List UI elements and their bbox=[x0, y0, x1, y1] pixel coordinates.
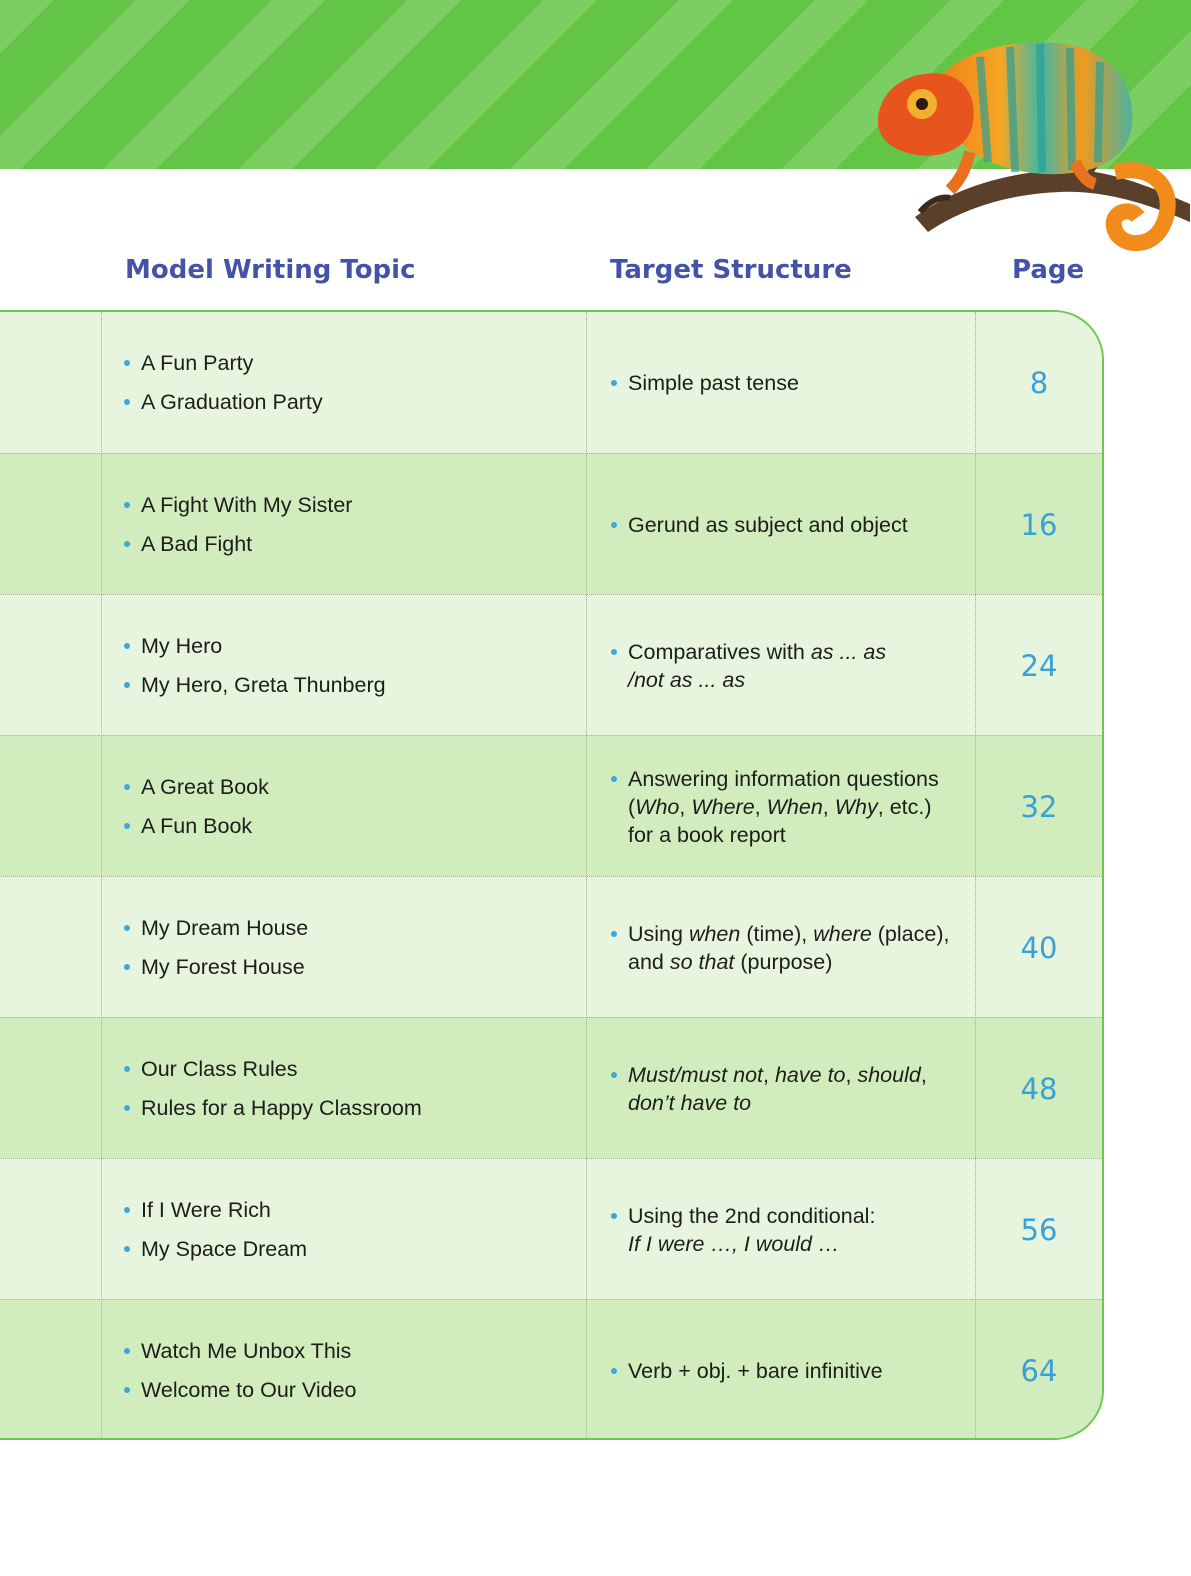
table-row bbox=[0, 1299, 1102, 1440]
structure-line bbox=[628, 1089, 968, 1117]
topic-text: My Dream House bbox=[141, 916, 309, 940]
topic-cell bbox=[121, 736, 571, 877]
structure-text: where bbox=[813, 921, 872, 946]
structure-item bbox=[608, 1202, 968, 1258]
structure-text: , bbox=[679, 794, 692, 819]
topic-item bbox=[121, 1337, 571, 1365]
structure-line bbox=[628, 1061, 968, 1089]
topic-item bbox=[121, 1235, 571, 1263]
bullet-icon bbox=[611, 1368, 617, 1374]
structure-cell bbox=[608, 877, 968, 1018]
structure-cell bbox=[608, 1018, 968, 1159]
page-cell bbox=[976, 595, 1102, 736]
structure-text: (place), bbox=[871, 921, 950, 946]
structure-text: when bbox=[688, 921, 741, 946]
topic-item bbox=[121, 491, 571, 519]
page-number: 40 bbox=[1020, 930, 1058, 965]
structure-text: (purpose) bbox=[734, 949, 833, 974]
table-row bbox=[0, 1158, 1102, 1300]
topic-text: My Forest House bbox=[141, 955, 305, 979]
page-number: 24 bbox=[1020, 648, 1058, 683]
structure-line bbox=[628, 1357, 968, 1385]
page-number: 8 bbox=[1029, 365, 1049, 400]
page-cell bbox=[976, 454, 1102, 595]
page-cell bbox=[976, 736, 1102, 877]
structure-text: and bbox=[628, 949, 670, 974]
structure-text: When bbox=[766, 794, 823, 819]
page-number: 64 bbox=[1020, 1353, 1058, 1388]
topic-cell bbox=[121, 312, 571, 453]
table-row bbox=[0, 735, 1102, 877]
structure-text: Using bbox=[628, 921, 689, 946]
topic-item bbox=[121, 1196, 571, 1224]
structure-cell bbox=[608, 312, 968, 453]
structure-text: Verb + obj. + bare infinitive bbox=[628, 1358, 883, 1383]
topic-text: My Space Dream bbox=[141, 1237, 308, 1261]
topic-item bbox=[121, 349, 571, 377]
structure-text: Must/must not bbox=[628, 1062, 764, 1087]
bullet-icon bbox=[124, 1348, 130, 1354]
structure-text: ( bbox=[628, 794, 636, 819]
page-number: 48 bbox=[1020, 1071, 1058, 1106]
topic-cell bbox=[121, 1018, 571, 1159]
structure-line bbox=[628, 1230, 968, 1258]
structure-item bbox=[608, 920, 968, 976]
structure-text: , bbox=[920, 1062, 927, 1087]
column-divider bbox=[586, 312, 587, 1438]
structure-cell bbox=[608, 595, 968, 736]
topic-item bbox=[121, 1376, 571, 1404]
table-row bbox=[0, 594, 1102, 736]
structure-line bbox=[628, 821, 968, 849]
structure-line bbox=[628, 920, 968, 948]
bullet-icon bbox=[124, 1207, 130, 1213]
structure-text: Who bbox=[635, 794, 680, 819]
topic-text: Watch Me Unbox This bbox=[141, 1339, 352, 1363]
page-cell bbox=[976, 312, 1102, 453]
page-number: 32 bbox=[1020, 789, 1058, 824]
structure-text: as ... as bbox=[810, 639, 887, 664]
bullet-icon bbox=[611, 522, 617, 528]
column-divider bbox=[975, 312, 976, 1438]
topic-text: A Bad Fight bbox=[141, 532, 253, 556]
page-number: 56 bbox=[1020, 1212, 1058, 1247]
topic-text: Rules for a Happy Classroom bbox=[141, 1096, 422, 1120]
structure-text: (time), bbox=[740, 921, 814, 946]
topic-item bbox=[121, 1094, 571, 1122]
page-cell bbox=[976, 877, 1102, 1018]
bullet-icon bbox=[611, 649, 617, 655]
header-page: Page bbox=[1012, 255, 1085, 285]
topic-item bbox=[121, 812, 571, 840]
structure-text: Simple past tense bbox=[628, 370, 799, 395]
structure-text: , bbox=[763, 1062, 775, 1087]
page-cell bbox=[976, 1159, 1102, 1300]
bullet-icon bbox=[124, 502, 130, 508]
topic-cell bbox=[121, 877, 571, 1018]
structure-item bbox=[608, 638, 968, 694]
topic-text: My Hero bbox=[141, 634, 223, 658]
structure-text: for a book report bbox=[628, 822, 786, 847]
bullet-icon bbox=[124, 784, 130, 790]
bullet-icon bbox=[611, 776, 617, 782]
structure-item bbox=[608, 369, 968, 397]
structure-line bbox=[628, 1202, 968, 1230]
structure-text: /not as ... as bbox=[628, 667, 746, 692]
structure-cell bbox=[608, 1300, 968, 1440]
structure-item bbox=[608, 1357, 968, 1385]
structure-text: don’t have to bbox=[628, 1090, 752, 1115]
header-target-structure: Target Structure bbox=[610, 255, 852, 285]
structure-line bbox=[628, 793, 968, 821]
bullet-icon bbox=[611, 380, 617, 386]
table-header bbox=[0, 255, 1191, 300]
structure-text: If I were …, I would … bbox=[628, 1231, 840, 1256]
bullet-icon bbox=[124, 823, 130, 829]
topic-item bbox=[121, 632, 571, 660]
structure-cell bbox=[608, 454, 968, 595]
topic-cell bbox=[121, 454, 571, 595]
topic-cell bbox=[121, 1300, 571, 1440]
structure-text: have to bbox=[774, 1062, 846, 1087]
bullet-icon bbox=[124, 682, 130, 688]
bullet-icon bbox=[124, 541, 130, 547]
topic-item bbox=[121, 671, 571, 699]
bullet-icon bbox=[124, 964, 130, 970]
column-divider bbox=[101, 312, 102, 1438]
bullet-icon bbox=[124, 1246, 130, 1252]
topic-item bbox=[121, 773, 571, 801]
structure-line bbox=[628, 638, 968, 666]
structure-text: Gerund as subject and object bbox=[628, 512, 908, 537]
topic-item bbox=[121, 530, 571, 558]
structure-text: , bbox=[845, 1062, 858, 1087]
table-row bbox=[0, 453, 1102, 595]
topic-text: Our Class Rules bbox=[141, 1057, 298, 1081]
structure-item bbox=[608, 765, 968, 849]
topic-item bbox=[121, 953, 571, 981]
structure-item bbox=[608, 1061, 968, 1117]
structure-text: so that bbox=[669, 949, 735, 974]
structure-text: , bbox=[754, 794, 767, 819]
topic-item bbox=[121, 914, 571, 942]
topic-text: My Hero, Greta Thunberg bbox=[141, 673, 386, 697]
table-row bbox=[0, 312, 1102, 453]
topic-cell bbox=[121, 595, 571, 736]
topic-text: A Fun Book bbox=[141, 814, 253, 838]
page-cell bbox=[976, 1018, 1102, 1159]
bullet-icon bbox=[611, 931, 617, 937]
structure-text: Answering information questions bbox=[628, 766, 939, 791]
structure-cell bbox=[608, 736, 968, 877]
bullet-icon bbox=[124, 643, 130, 649]
bullet-icon bbox=[611, 1072, 617, 1078]
topic-text: If I Were Rich bbox=[141, 1198, 271, 1222]
chameleon-image bbox=[860, 22, 1190, 267]
topic-text: A Fight With My Sister bbox=[141, 493, 353, 517]
structure-line bbox=[628, 765, 968, 793]
topic-text: Welcome to Our Video bbox=[141, 1378, 357, 1402]
structure-text: , etc.) bbox=[877, 794, 932, 819]
bullet-icon bbox=[611, 1213, 617, 1219]
topic-item bbox=[121, 388, 571, 416]
bullet-icon bbox=[124, 1066, 130, 1072]
header-model-writing-topic: Model Writing Topic bbox=[125, 255, 416, 285]
structure-line bbox=[628, 948, 968, 976]
structure-text: Why bbox=[834, 794, 878, 819]
structure-line bbox=[628, 511, 968, 539]
bullet-icon bbox=[124, 360, 130, 366]
bullet-icon bbox=[124, 925, 130, 931]
structure-text: Using the 2nd conditional: bbox=[628, 1203, 876, 1228]
structure-line bbox=[628, 369, 968, 397]
structure-item bbox=[608, 511, 968, 539]
topic-cell bbox=[121, 1159, 571, 1300]
structure-text: should bbox=[857, 1062, 921, 1087]
bullet-icon bbox=[124, 399, 130, 405]
structure-text: , bbox=[822, 794, 835, 819]
page-number: 16 bbox=[1020, 507, 1058, 542]
structure-text: Where bbox=[691, 794, 755, 819]
structure-text: Comparatives with bbox=[628, 639, 811, 664]
bullet-icon bbox=[124, 1105, 130, 1111]
topic-item bbox=[121, 1055, 571, 1083]
contents-table bbox=[0, 310, 1104, 1440]
structure-line bbox=[628, 666, 968, 694]
page-cell bbox=[976, 1300, 1102, 1440]
topic-text: A Great Book bbox=[141, 775, 269, 799]
table-row bbox=[0, 1017, 1102, 1159]
table-row bbox=[0, 876, 1102, 1018]
bullet-icon bbox=[124, 1387, 130, 1393]
topic-text: A Graduation Party bbox=[141, 390, 323, 414]
topic-text: A Fun Party bbox=[141, 351, 254, 375]
structure-cell bbox=[608, 1159, 968, 1300]
